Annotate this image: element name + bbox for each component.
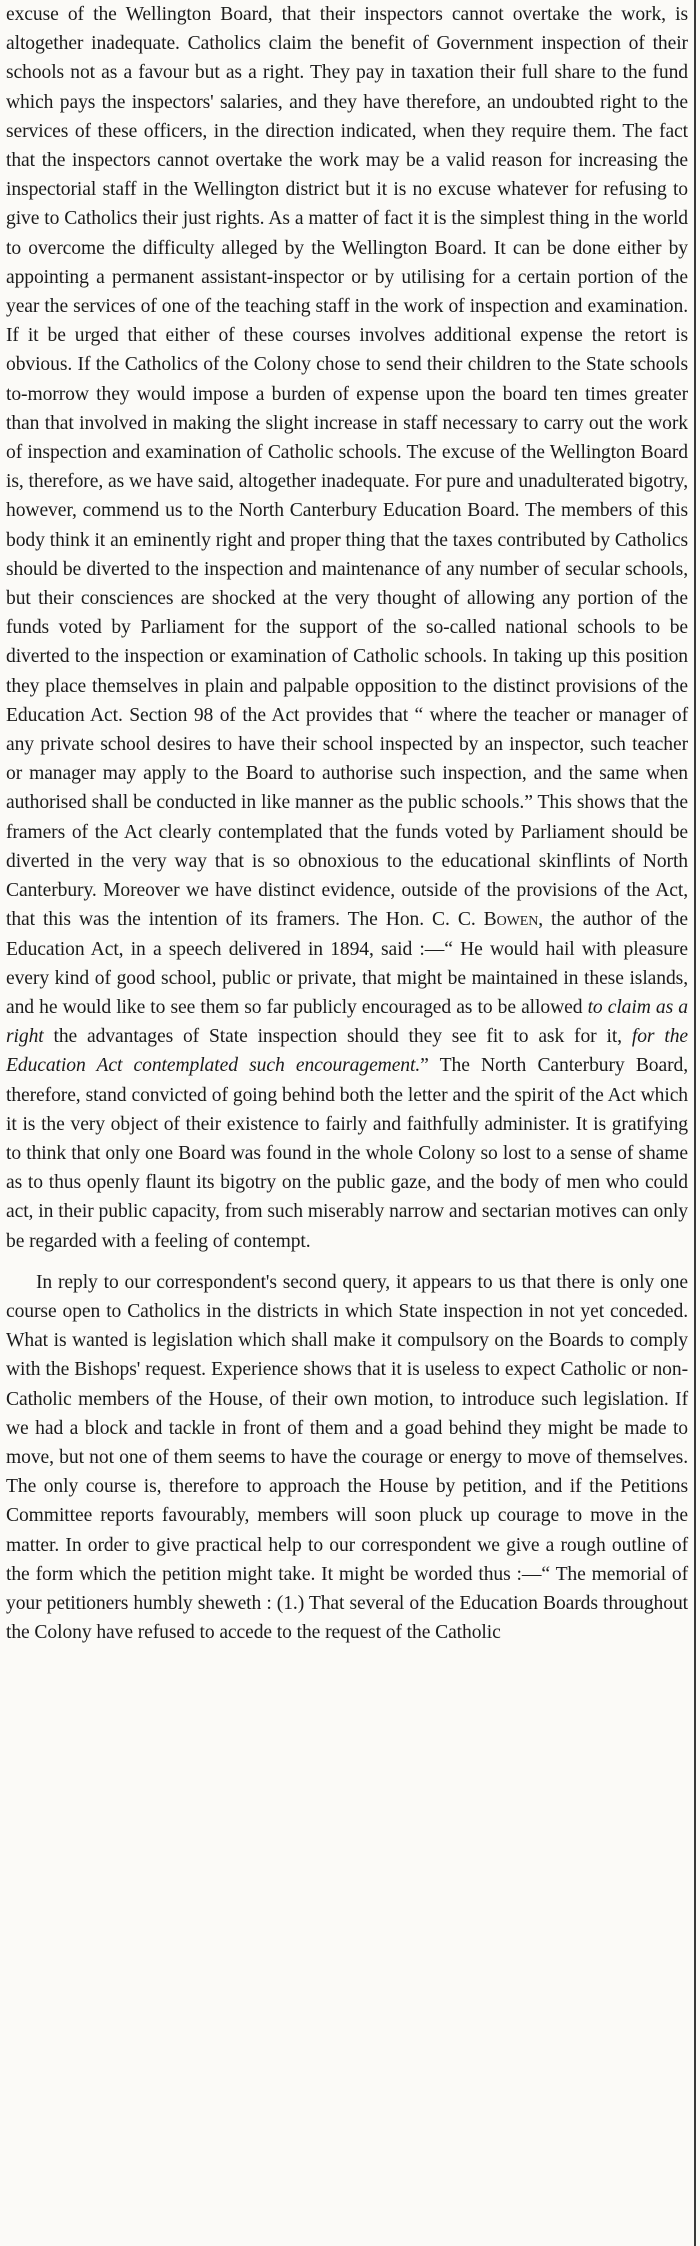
paragraph-1-text-c: the advantages of State inspection should they see fit to ask for it, <box>53 1026 622 1048</box>
column-rule <box>694 0 696 2246</box>
bowen-name: Bowen <box>483 909 539 931</box>
paragraph-1-text-a: excuse of the Wellington Board, that their inspectors cannot overtake the work, is altogether inadequate. Catholics claim the benefit of Government inspection of their schools not as a favour but as a right. They pay in taxation their full share to the fund which pays the inspectors' salaries, and they have therefore, an undoubted right to the services of these officers, in the direction indicated, when they require them. The fact that the inspectors cannot overtake the work may be a valid reason for increasing the inspectorial staff in the Wellington district but it is no excuse whatever for refusing to give to Catholics their just rights. As a matter of fact it is the simplest thing in the world to overcome the difficulty alleged by the Wellington Board. It can be done either by appointing a permanent assistant-inspector or by utilising for a certain portion of the year the services of one of the teaching staff in the work of inspection and examination. If it be urged that either of these courses involves additional expense the retort is obvious. If the Catholics of the Colony chose to send their children to the State schools to-morrow they would impose a burden of expense upon the board ten times greater than that involved in making the slight increase in staff necessary to carry out the work of inspection and examination of Catholic schools. The excuse of the Wellington Board is, therefore, as we have said, altogether inadequate. For pure and unadulterated bigotry, however, commend us to the North Canterbury Education Board. The members of this body think it an eminently right and proper thing that the taxes contributed by Catholics should be diverted to the inspection and maintenance of any number of secular schools, but their consciences are shocked at the very thought of allowing any portion of the funds voted by Parliament for the support of the so-called national schools to be diverted to the inspection or examination of Catholic schools. In taking up this position they place themselves in plain and palpable opposition to the distinct provisions of the Education Act. Section 98 of the Act provides that “ where the teacher or manager of any private school desires to have their school inspected by an inspector, such teacher or manager may apply to the Board to authorise such inspection, and the same when authorised shall be conducted in like manner as the public schools.” This shows that the framers of the Act clearly contemplated that the funds voted by Parliament should be diverted in the very way that is so obnoxious to the educational skinflints of North Canterbury. Moreover we have distinct evidence, outside of the provisions of the Act, that this was the intention of its framers. The Hon. C. C. <box>6 4 688 931</box>
article-paragraph-1 <box>6 0 688 1256</box>
paragraph-1-text-d: ” The North Canterbury Board, therefore, stand convicted of going behind both the letter and the spirit of the Act which it is the very object of their existence to fairly and faithfully administer. It is gratifying to think that only one Board was found in the whole Colony so lost to a sense of shame as to thus openly flaunt its bigotry on the public gaze, and the body of men who could act, in their public capacity, from such miserably narrow and sectarian motives can only be regarded with a feeling of contempt. <box>6 1055 688 1252</box>
article-paragraph-2: In reply to our correspondent's second query, it appears to us that there is only one course open to Catholics in the districts in which State inspection in not yet conceded. What is wanted is legislation which shall make it compulsory on the Boards to comply with the Bishops' request. Experience shows that it is useless to expect Catholic or non-Catholic members of the House, of their own motion, to introduce such legislation. If we had a block and tackle in front of them and a goad behind they might be made to move, but not one of them seems to have the courage or energy to move of themselves. The only course is, therefore to approach the House by petition, and if the Petitions Committee reports favourably, members will soon pluck up courage to move in the matter. In order to give practical help to our correspondent we give a rough outline of the form which the petition might take. It might be worded thus :—“ The memorial of your petitioners humbly sheweth : (1.) That several of the Education Boards throughout the Colony have refused to accede to the request of the Catholic <box>6 1271 688 1644</box>
italic-phrase-claim-as-right: to claim as a right <box>6 996 688 1048</box>
paragraph-1-text-b: , the author of the Education Act, in a speech delivered in 1894, said :—“ He would hail with pleasure every kind of good school, public or private, that might be maintained in these islands, and he would like to see them so far publicly encouraged as to be allowed <box>6 909 688 1018</box>
article-column <box>6 0 688 2246</box>
italic-phrase-act-contemplated: for the Education Act contemplated such encouragement. <box>6 1026 688 1077</box>
